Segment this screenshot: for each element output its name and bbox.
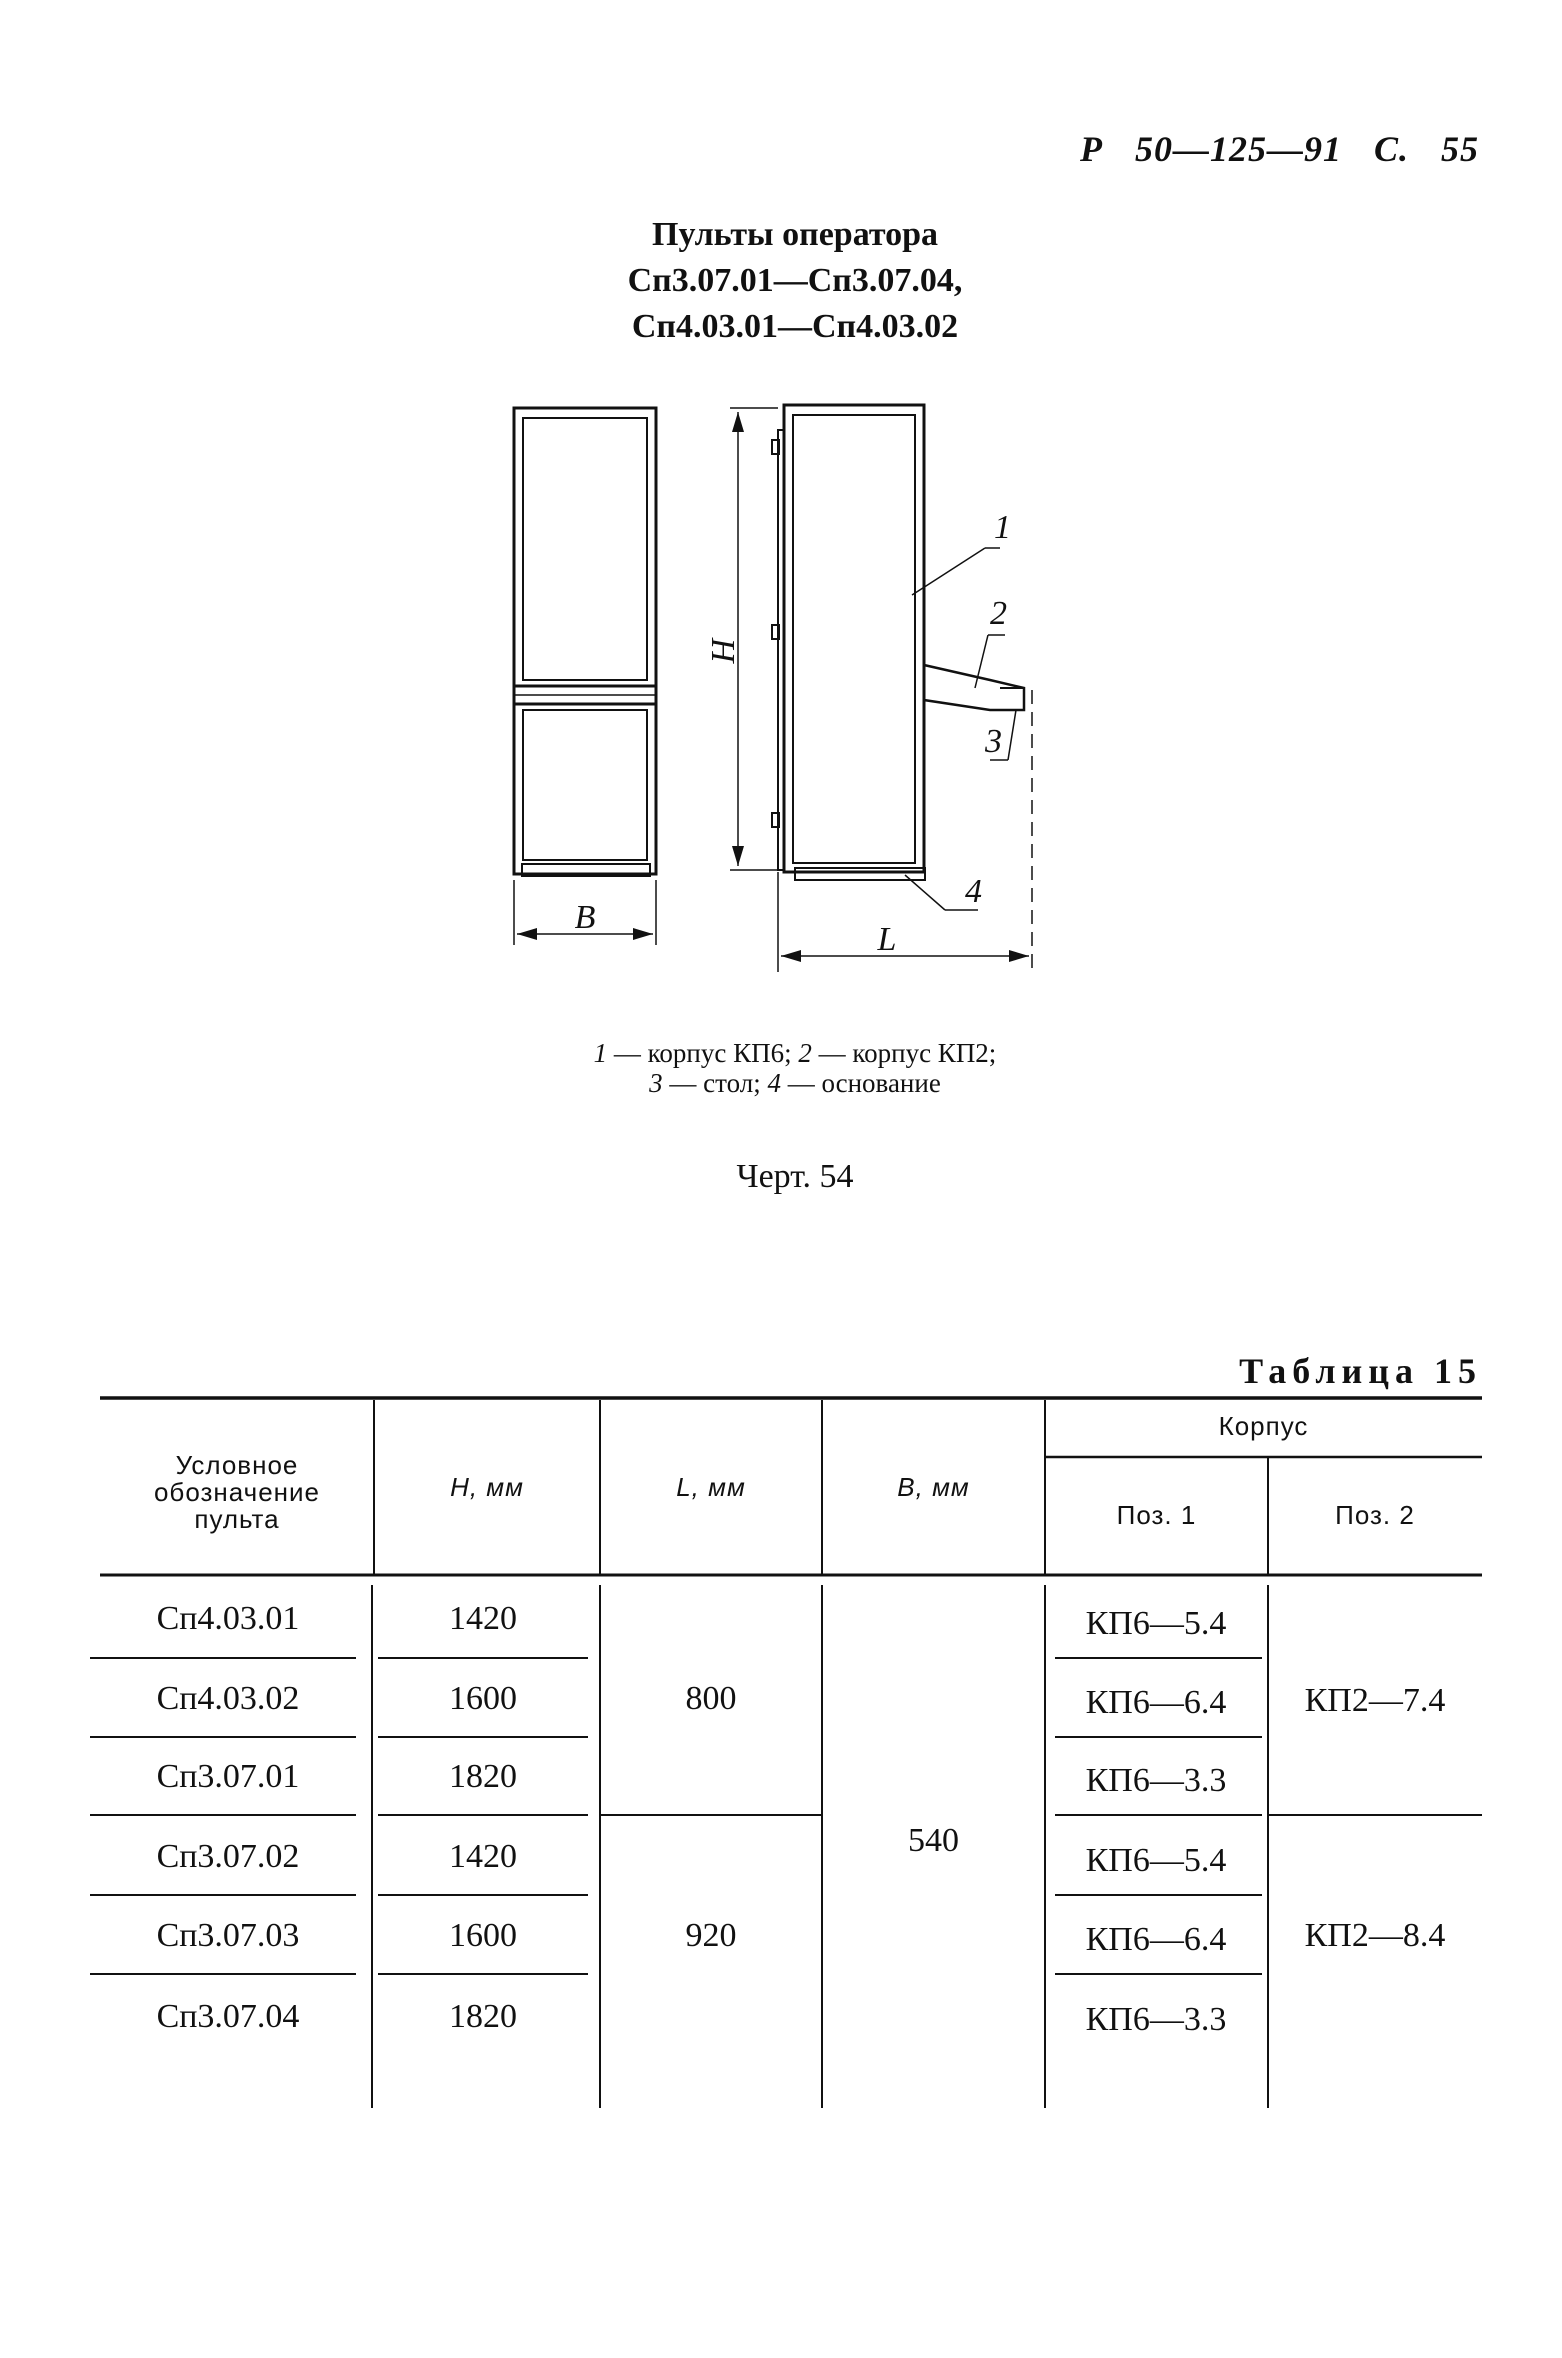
row-6-designation: Сп3.07.04 bbox=[156, 1998, 300, 2035]
dimension-h-label: H bbox=[704, 637, 741, 663]
figure-title-line-3: Сп4.03.01—Сп4.03.02 bbox=[631, 308, 959, 345]
poz2-group-2: КП2—8.4 bbox=[1304, 1917, 1446, 1954]
figure-title-line-1: Пульты оператора bbox=[652, 216, 938, 253]
l-group-1: 800 bbox=[685, 1680, 737, 1717]
row-4-designation: Сп3.07.02 bbox=[156, 1838, 300, 1875]
figure-title-line-2: Сп3.07.01—Сп3.07.04, bbox=[627, 262, 963, 299]
row-5-designation: Сп3.07.03 bbox=[156, 1917, 300, 1954]
l-group-2: 920 bbox=[685, 1917, 737, 1954]
row-5-poz1: КП6—6.4 bbox=[1085, 1921, 1227, 1958]
position-2-label: 2 bbox=[990, 595, 1007, 632]
header-b: B, мм bbox=[897, 1472, 970, 1502]
row-4-poz1: КП6—5.4 bbox=[1085, 1842, 1227, 1879]
row-3-poz1: КП6—3.3 bbox=[1085, 1762, 1227, 1799]
header-poz1: Поз. 1 bbox=[1116, 1500, 1197, 1530]
row-3-designation: Сп3.07.01 bbox=[156, 1758, 300, 1795]
dimension-l-label: L bbox=[877, 921, 897, 958]
header-h: H, мм bbox=[450, 1472, 524, 1502]
row-1-designation: Сп4.03.01 bbox=[156, 1600, 300, 1637]
figure-number: Черт. 54 bbox=[736, 1158, 854, 1195]
position-1-label: 1 bbox=[994, 509, 1011, 546]
b-value: 540 bbox=[908, 1822, 959, 1859]
header-designation: Условное обозначение пульта bbox=[153, 1450, 321, 1534]
row-1-poz1: КП6—5.4 bbox=[1085, 1605, 1227, 1642]
row-4-h: 1420 bbox=[449, 1838, 517, 1875]
row-1-h: 1420 bbox=[449, 1600, 517, 1637]
row-6-h: 1820 bbox=[449, 1998, 517, 2035]
header-korpus: Корпус bbox=[1218, 1411, 1309, 1441]
row-2-designation: Сп4.03.02 bbox=[156, 1680, 300, 1717]
table-label: Таблица 15 bbox=[1239, 1351, 1482, 1391]
row-2-poz1: КП6—6.4 bbox=[1085, 1684, 1227, 1721]
page-header: Р 50—125—91 С. 55 bbox=[1079, 129, 1479, 169]
figure-legend-line-2: 3 — стол; 4 — основание bbox=[649, 1068, 941, 1098]
poz2-group-1: КП2—7.4 bbox=[1304, 1682, 1446, 1719]
row-2-h: 1600 bbox=[449, 1680, 517, 1717]
header-l: L, мм bbox=[676, 1472, 746, 1502]
dimension-b-label: B bbox=[574, 899, 596, 936]
header-poz2: Поз. 2 bbox=[1335, 1500, 1415, 1530]
row-6-poz1: КП6—3.3 bbox=[1085, 2001, 1227, 2038]
row-3-h: 1820 bbox=[449, 1758, 517, 1795]
row-5-h: 1600 bbox=[449, 1917, 517, 1954]
position-3-label: 3 bbox=[985, 723, 1002, 760]
position-4-label: 4 bbox=[965, 873, 982, 910]
figure-legend-line-1: 1 — корпус КП6; 2 — корпус КП2; bbox=[593, 1038, 997, 1068]
